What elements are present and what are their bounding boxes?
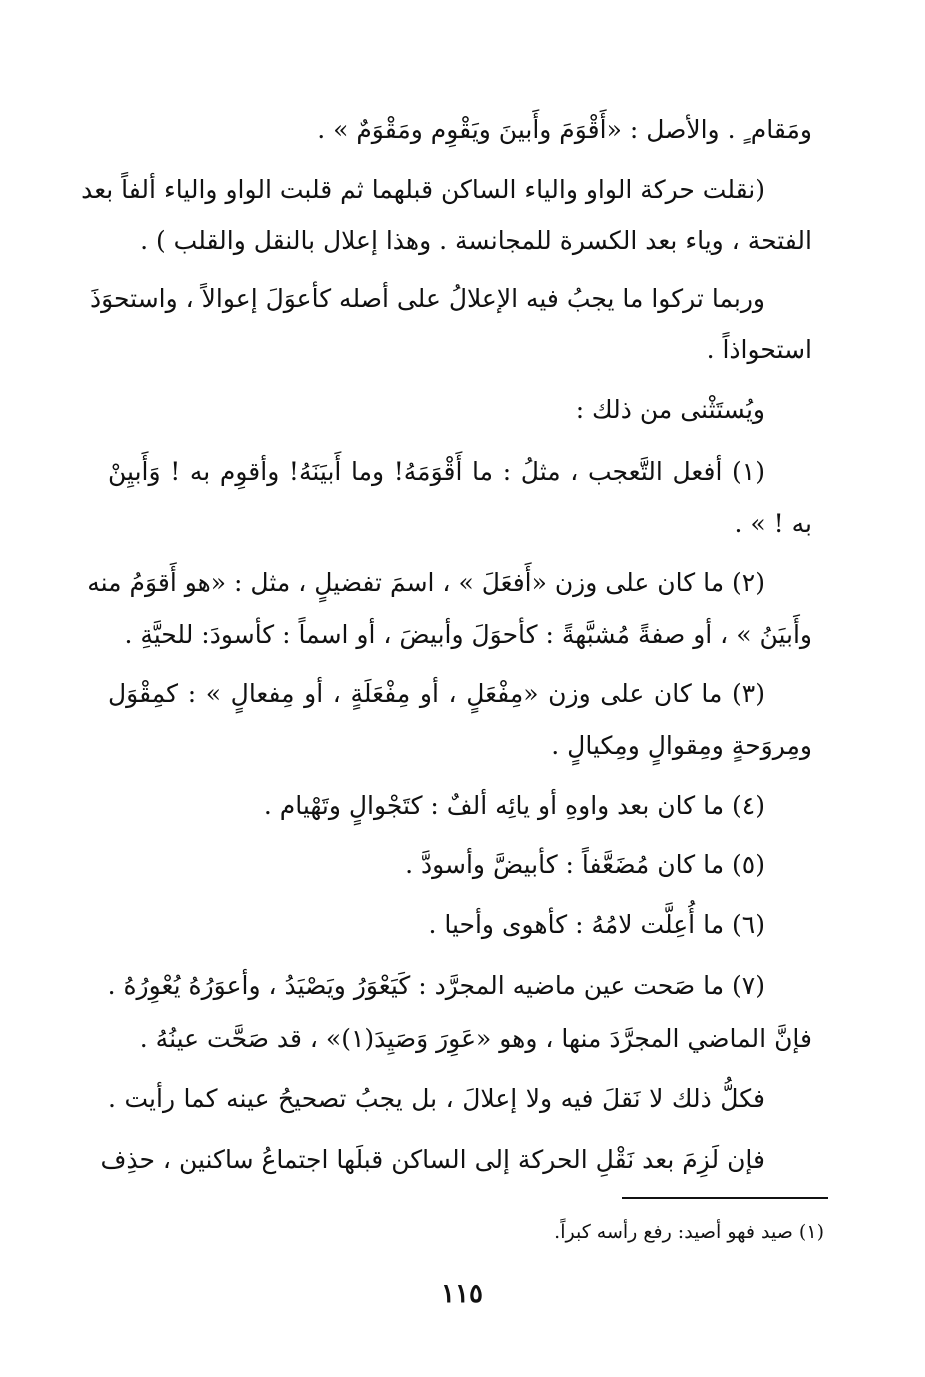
text-line-6: ويُستَثْنى من ذلك :	[575, 395, 765, 424]
page-number: ١١٥	[441, 1279, 483, 1309]
text-line-19: فإن لَزِمَ بعد نَقْلِ الحركة إلى الساكن قبلَها اجتماعُ ساكنين ، حذِف	[100, 1145, 765, 1174]
text-line-2: (نقلت حركة الواو والياء الساكن قبلهما ثم قلبت الواو والياء ألفاً بعد	[81, 175, 765, 204]
text-line-4: وربما تركوا ما يجبُ فيه الإعلالُ على أصله كأعوَلَ إعوالاً ، واستحوَذَ	[90, 284, 765, 313]
footnote-separator	[622, 1197, 828, 1199]
text-line-7: (١) أفعل التَّعجب ، مثلُ : ما أَقْوَمَهُ! وما أَبيَنَهُ! وأقوِم به ! وَأَبيِنْ	[108, 457, 765, 486]
text-line-18: فكلُّ ذلك لا نَقلَ فيه ولا إعلالَ ، بل يجبُ تصحيحُ عينه كما رأيت .	[108, 1084, 765, 1113]
text-line-13: (٤) ما كان بعد واوهِ أو يائِه ألفٌ : كتَجْوالٍ وتَهْيام .	[263, 791, 765, 820]
text-line-8: به ! » .	[734, 509, 812, 538]
text-line-9: (٢) ما كان على وزن «أَفعَلَ » ، اسمَ تفضيلٍ ، مثل : «هو أَقوَمُ منه	[87, 568, 765, 597]
text-line-1: ومَقام ٍ . والأصل : «أَقْوَمَ وأَبينَ ويَقْوِم ومَقْوَمٌ » .	[317, 115, 812, 144]
text-line-17: فإنَّ الماضي المجرَّدَ منها ، وهو «عَوِرَ وَصَيِدَ(١)» ، قد صَحَّت عينُهُ .	[139, 1024, 812, 1053]
text-line-10: وأَبيَنُ » ، أو صفةً مُشبَّهةً : كأحوَلَ وأبيضَ ، أو اسماً : كأسودَ: للحيَّةِ .	[124, 620, 812, 649]
footnote: (١) صيد فهو أصيد: رفع رأسه كبراً.	[554, 1221, 824, 1243]
text-line-11: (٣) ما كان على وزن «مِفْعَلٍ ، أو مِفْعَلَةٍ ، أو مِفعالٍ » : كمِقْوَل	[108, 679, 765, 708]
text-line-14: (٥) ما كان مُضَعَّفاً : كأبيضَّ وأسودَّ .	[405, 850, 765, 879]
text-line-3: الفتحة ، وياء بعد الكسرة للمجانسة . وهذا إعلال بالنقل والقلب ) .	[140, 226, 812, 255]
text-line-15: (٦) ما أُعِلَّت لامُهُ : كأهوى وأحيا .	[428, 910, 765, 939]
text-line-16: (٧) ما صَحت عين ماضيه المجرَّد : كَيَعْوَرُ ويَصْيَدُ ، وأعوَرُهُ يُعْوِرُهُ .	[107, 971, 765, 1000]
text-line-5: استحواذاً .	[706, 335, 812, 364]
text-line-12: ومِروَحةٍ ومِقوالٍ ومِكيالٍ .	[551, 731, 812, 760]
